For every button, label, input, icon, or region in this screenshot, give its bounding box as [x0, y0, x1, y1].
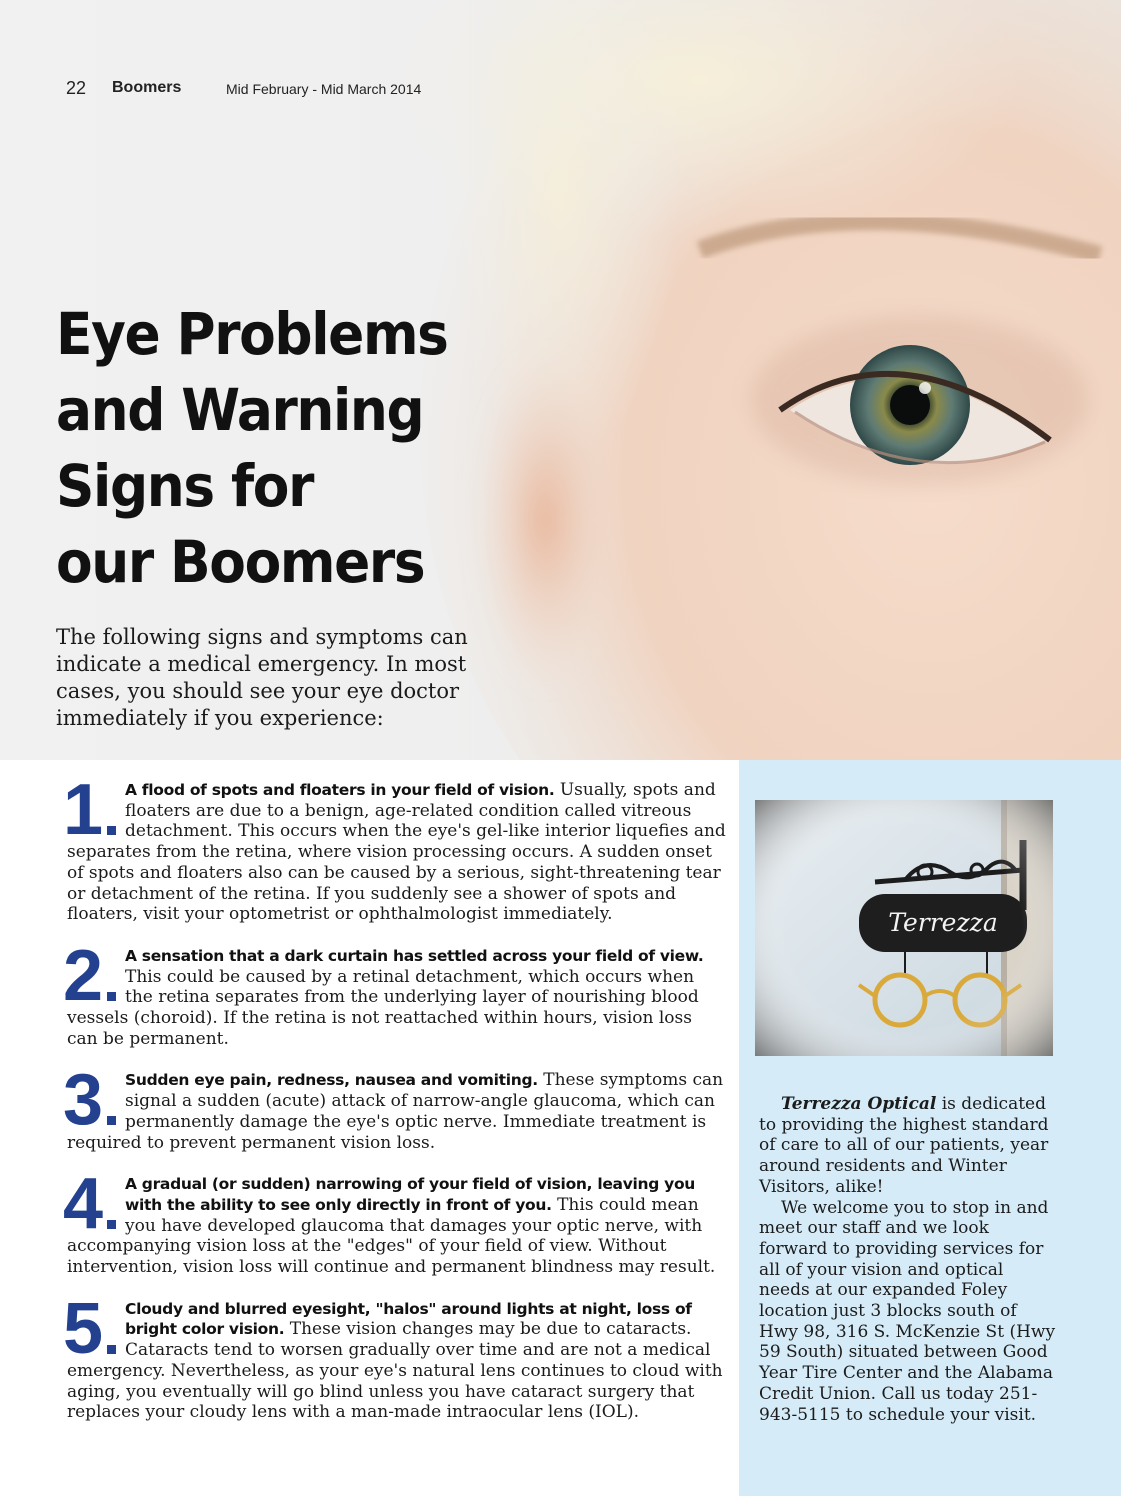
issue-date: Mid February - Mid March 2014 [226, 81, 422, 97]
article-headline [56, 296, 452, 600]
item-text: Usually, spots and floaters are due to a benign, age-related condition called vitreous detachment. This occurs when the eye's gel-like interior liquefies and separates from the retina, where vision processing occurs. A sudden onset of spots and floaters also can be caused by a serious, sight-threatening tear or detachment of the retina. If you suddenly see a shower of spots and floaters, visit your optometrist or ophthalmologist immediately. [67, 780, 726, 925]
brand-name: Terrezza Optical [781, 1094, 937, 1114]
sidebar-advertisement [739, 760, 1121, 1496]
item-text: These symptoms can signal a sudden (acute) attack of narrow-angle glaucoma, which can permanently damage the eye's optic nerve. Immediate treatment is required to prevent permanent vision loss. [67, 1070, 724, 1153]
item-text: This could mean you have developed glaucoma that damages your optic nerve, with accompanying vision loss at the "edges" of your field of view. Without intervention, vision loss will continue and permanent blindness may result. [67, 1194, 716, 1278]
headline-line: our Boomers [56, 528, 425, 596]
item-number: 5 [67, 1301, 125, 1361]
list-item [63, 1288, 727, 1423]
page-folio [66, 78, 422, 99]
storefront-sign-photo [755, 800, 1053, 1056]
item-number: 3 [67, 1072, 125, 1132]
list-item [63, 1164, 727, 1278]
headline-line: Eye Problems [56, 300, 448, 368]
item-lead: A gradual (or sudden) narrowing of your field of vision, leaving you with the ability to see only directly in front of you. [125, 1175, 696, 1214]
headline-line: and Warning [56, 376, 424, 444]
item-number: 4 [67, 1176, 125, 1236]
headline-line: Signs for [56, 452, 314, 520]
ad-paragraph: We welcome you to stop in and meet our staff and we look forward to providing services for all of your vision and optical needs at our expanded Foley location just 3 blocks south of Hwy 98, 316 S. McKenzie St (Hwy 59 South) situated between Good Year Tire Center and the Alabama Credit Union. Call us today 251-943-5115 to schedule your visit. [759, 1197, 1056, 1425]
list-item [63, 935, 727, 1050]
intro-paragraph: The following signs and symptoms can indicate a medical emergency. In most cases, you should see your eye doctor immediately if you experience: [56, 625, 468, 730]
item-number: 2 [67, 948, 125, 1008]
item-lead: A sensation that a dark curtain has settled across your field of view. [125, 946, 704, 965]
page-number: 22 [66, 78, 87, 98]
ad-paragraph-text: is dedicated to providing the highest standard of care to all of our patients, year around residents and Winter Visitors, alike! [759, 1094, 1049, 1197]
ad-paragraph [759, 1094, 1059, 1198]
item-text: This could be caused by a retinal detachment, which occurs when the retina separates from the underlying layer of nourishing blood vessels (choroid). If the retina is not reattached within hours, vision loss can be permanent. [67, 966, 699, 1049]
section-name: Boomers [112, 79, 182, 96]
list-item [63, 770, 727, 925]
item-lead: Cloudy and blurred eyesight, "halos" around lights at night, loss of bright color vision. [125, 1299, 692, 1339]
ad-copy [759, 1094, 1059, 1425]
list-item [63, 1060, 727, 1153]
item-lead: A flood of spots and floaters in your field of vision. [125, 781, 555, 799]
item-lead: Sudden eye pain, redness, nausea and vomiting. [125, 1071, 538, 1090]
warning-signs-list [63, 770, 727, 1444]
item-number: 1 [67, 782, 125, 842]
item-text: These vision changes may be due to cataracts. Cataracts tend to worsen gradually over time and are not a medical emergency. Nevertheless, as your eye's natural lens continues to cloud with aging, you eventually will go blind unless you have cataract surgery that replaces your cloudy lens with a man-made intraocular lens (IOL). [67, 1319, 723, 1423]
